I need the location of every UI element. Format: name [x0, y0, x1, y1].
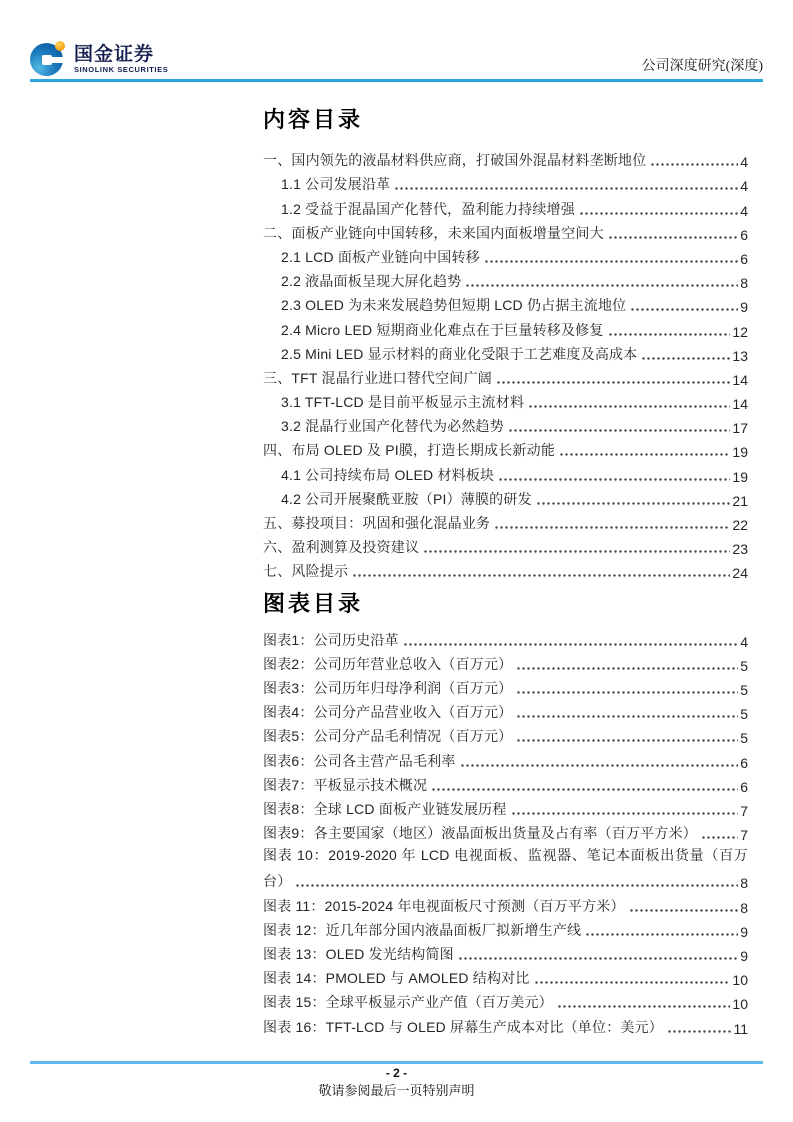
- logo-cn-text: 国金证券: [74, 44, 155, 65]
- toc-entry-page: 14: [732, 371, 748, 388]
- toc-entry-text: 四、布局 OLED 及 PI膜，打造长期成长新动能: [263, 442, 556, 459]
- dot-leader: [511, 812, 739, 815]
- dot-leader: [516, 739, 738, 742]
- dot-leader: [431, 788, 738, 791]
- figure-entry: [263, 819, 748, 843]
- figure-entry-text: 图表5：公司分产品毛利情况（百万元）: [263, 728, 513, 745]
- figure-entry-text: 图表8：全球 LCD 面板产业链发展历程: [263, 800, 507, 817]
- toc-entry-text: 1.2 受益于混晶国产化替代，盈利能力持续增强: [281, 200, 575, 217]
- dot-leader: [536, 502, 731, 505]
- figure-entry-text: 图表2：公司历年营业总收入（百万元）: [263, 655, 513, 672]
- toc-entry-page: 22: [732, 517, 748, 533]
- figure-entry-text: 台）: [263, 873, 292, 890]
- toc-entry: [263, 533, 748, 557]
- figure-entry: [263, 916, 748, 940]
- toc-entry: [263, 219, 748, 243]
- figure-entry-text: 图表 15：全球平板显示产业产值（百万美元）: [263, 994, 553, 1011]
- dot-leader: [608, 236, 738, 239]
- figure-entry-page: 8: [740, 875, 748, 892]
- toc-entry: [263, 436, 748, 460]
- figure-entry-page: 10: [732, 996, 748, 1013]
- figure-entry-page: 8: [740, 899, 748, 916]
- dot-leader: [650, 163, 738, 166]
- figure-entry: [263, 771, 748, 795]
- toc-title: 内容目录: [263, 107, 364, 132]
- figure-entry-text: 图表9：各主要国家（地区）液晶面板出货量及占有率（百万平方米）: [263, 825, 697, 842]
- toc-entry-page: 17: [732, 420, 748, 437]
- dot-leader: [394, 187, 738, 190]
- toc-entry-page: 4: [740, 202, 748, 219]
- dot-leader: [460, 764, 739, 767]
- toc-entry: [263, 243, 748, 267]
- toc-list: [263, 146, 748, 581]
- toc-entry-page: 4: [740, 154, 748, 171]
- figures-title: 图表目录: [263, 591, 364, 617]
- toc-entry-text: 七、风险提示: [263, 563, 349, 580]
- toc-entry-page: 13: [732, 347, 748, 364]
- toc-entry-page: 4: [740, 178, 748, 195]
- toc-entry-text: 一、国内领先的液晶材料供应商，打破国外混晶材料垄断地位: [263, 152, 647, 169]
- dot-leader: [295, 884, 738, 887]
- report-type-label: 公司深度研究(深度): [641, 59, 763, 74]
- toc-entry: [263, 146, 748, 170]
- toc-entry: [263, 170, 748, 194]
- toc-entry-text: 4.2 公司开展聚酰亚胺（PI）薄膜的研发: [281, 490, 532, 507]
- dot-leader: [484, 260, 738, 263]
- dot-leader: [516, 667, 738, 670]
- figure-entry-text: 图表3：公司历年归母净利润（百万元）: [263, 679, 513, 696]
- figure-entry: [263, 843, 748, 867]
- figure-entry-text: 图表 16：TFT-LCD 与 OLED 屏幕生产成本对比（单位：美元）: [263, 1018, 664, 1035]
- footer-divider: [30, 1061, 763, 1064]
- figure-entry: [263, 940, 748, 964]
- figures-list: [263, 625, 748, 1036]
- figure-entry-text: 图表 14：PMOLED 与 AMOLED 结构对比: [263, 970, 530, 987]
- dot-leader: [494, 526, 730, 529]
- toc-entry: [263, 412, 748, 436]
- figure-entry: [263, 964, 748, 988]
- dot-leader: [579, 212, 738, 215]
- dot-leader: [641, 357, 730, 360]
- toc-entry-page: 14: [732, 396, 748, 413]
- figure-entry-text: 图表4：公司分产品营业收入（百万元）: [263, 704, 513, 721]
- toc-entry: [263, 509, 748, 533]
- figure-entry-text: 图表 11：2015-2024 年电视面板尺寸预测（百万平方米）: [263, 897, 625, 914]
- toc-entry-text: 4.1 公司持续布局 OLED 材料板块: [281, 466, 495, 483]
- toc-entry: [263, 460, 748, 484]
- toc-entry-text: 2.5 Mini LED 显示材料的商业化受限于工艺难度及高成本: [281, 345, 638, 362]
- toc-entry-page: 19: [732, 444, 748, 461]
- dot-leader: [701, 836, 738, 839]
- figure-entry-page: 7: [740, 827, 748, 844]
- figure-entry-text: 图表 12：近几年部分国内液晶面板厂拟新增生产线: [263, 921, 582, 938]
- header-divider: [30, 79, 763, 82]
- figure-entry-text: 图表6：公司各主营产品毛利率: [263, 752, 456, 769]
- figure-entry: [263, 722, 748, 746]
- dot-leader: [465, 284, 738, 287]
- figure-entry-page: 5: [740, 730, 748, 747]
- figure-entry-text: 图表1：公司历史沿革: [263, 631, 399, 648]
- figure-entry-page: 10: [732, 972, 748, 989]
- toc-content: [263, 106, 748, 1037]
- dot-leader: [528, 405, 730, 408]
- toc-entry-page: 23: [732, 541, 748, 558]
- toc-entry-text: 1.1 公司发展沿革: [281, 176, 391, 193]
- toc-entry: [263, 485, 748, 509]
- dot-leader: [608, 333, 731, 336]
- figure-entry-page: 5: [740, 657, 748, 674]
- logo-arm-shape: [50, 57, 63, 63]
- figure-entry-page: 5: [740, 681, 748, 698]
- dot-leader: [667, 1030, 731, 1033]
- figure-entry-text: 图表7：平板显示技术概况: [263, 776, 428, 793]
- dot-leader: [585, 933, 738, 936]
- dot-leader: [458, 957, 738, 960]
- figure-entry: [263, 988, 748, 1012]
- dot-leader: [630, 308, 738, 311]
- toc-entry-page: 6: [740, 226, 748, 243]
- page-number: - 2 -: [385, 1066, 408, 1080]
- toc-entry-text: 3.1 TFT-LCD 是目前平板显示主流材料: [281, 394, 525, 411]
- figure-entry: [263, 1012, 748, 1036]
- figure-entry: [263, 867, 748, 891]
- toc-entry: [263, 315, 748, 339]
- sinolink-logo: [30, 41, 168, 78]
- sinolink-logo-icon: [30, 41, 67, 78]
- dot-leader: [534, 981, 731, 984]
- figure-entry-text: 图表 10：2019-2020 年 LCD 电视面板、监视器、笔记本面板出货量（百万: [263, 847, 748, 864]
- dot-leader: [352, 574, 730, 577]
- toc-entry-text: 2.4 Micro LED 短期商业化难点在于巨量转移及修复: [281, 321, 604, 338]
- toc-entry-text: 3.2 混晶行业国产化替代为必然趋势: [281, 418, 504, 435]
- figure-entry: [263, 625, 748, 649]
- figure-entry: [263, 795, 748, 819]
- toc-entry-page: 24: [732, 565, 748, 582]
- dot-leader: [403, 643, 738, 646]
- toc-entry: [263, 194, 748, 218]
- logo-text: [74, 44, 168, 75]
- figure-entry: [263, 698, 748, 722]
- toc-entry-page: 9: [740, 299, 748, 316]
- figure-entry-page: 11: [733, 1020, 748, 1037]
- figure-entry: [263, 891, 748, 915]
- toc-entry: [263, 364, 748, 388]
- toc-entry-page: 8: [740, 275, 748, 292]
- toc-entry-page: 21: [732, 492, 748, 509]
- toc-entry-page: 6: [740, 250, 748, 267]
- dot-leader: [508, 429, 730, 432]
- figure-entry-page: 4: [740, 633, 748, 650]
- toc-entry-text: 六、盈利测算及投资建议: [263, 539, 420, 556]
- toc-entry-page: 19: [732, 468, 748, 485]
- toc-entry-text: 二、面板产业链向中国转移，未来国内面板增量空间大: [263, 224, 604, 241]
- toc-entry-page: 12: [732, 323, 748, 340]
- figure-entry-page: 5: [740, 706, 748, 723]
- dot-leader: [496, 381, 731, 384]
- dot-leader: [423, 550, 730, 553]
- dot-leader: [629, 909, 739, 912]
- dot-leader: [559, 453, 730, 456]
- toc-entry-text: 2.1 LCD 面板产业链向中国转移: [281, 248, 480, 265]
- figure-entry-page: 9: [740, 948, 748, 964]
- toc-entry-text: 2.3 OLED 为未来发展趋势但短期 LCD 仍占据主流地位: [281, 297, 627, 314]
- toc-entry-text: 五、募投项目：巩固和强化混晶业务: [263, 515, 491, 531]
- figure-entry-page: 7: [740, 802, 748, 819]
- figure-entry: [263, 650, 748, 674]
- figure-entry: [263, 746, 748, 770]
- toc-entry-text: 2.2 液晶面板呈现大屏化趋势: [281, 273, 462, 290]
- toc-entry: [263, 388, 748, 412]
- toc-entry: [263, 267, 748, 291]
- dot-leader: [498, 478, 730, 481]
- figure-entry-page: 6: [740, 754, 748, 771]
- dot-leader: [516, 715, 738, 718]
- toc-entry: [263, 557, 748, 581]
- toc-entry: [263, 291, 748, 315]
- toc-entry: [263, 340, 748, 364]
- logo-orange-dot: [55, 41, 65, 51]
- figure-entry-page: 9: [740, 923, 748, 940]
- figure-entry: [263, 674, 748, 698]
- toc-entry-text: 三、TFT 混晶行业进口替代空间广阔: [263, 369, 492, 386]
- figure-entry-page: 6: [740, 778, 748, 795]
- dot-leader: [557, 1005, 731, 1008]
- report-header: [30, 42, 763, 78]
- footer-disclaimer: 敬请参阅最后一页特别声明: [318, 1083, 475, 1098]
- dot-leader: [516, 691, 738, 694]
- figure-entry-text: 图表 13：OLED 发光结构简图: [263, 946, 454, 962]
- logo-en-text: SINOLINK SECURITIES: [74, 65, 169, 74]
